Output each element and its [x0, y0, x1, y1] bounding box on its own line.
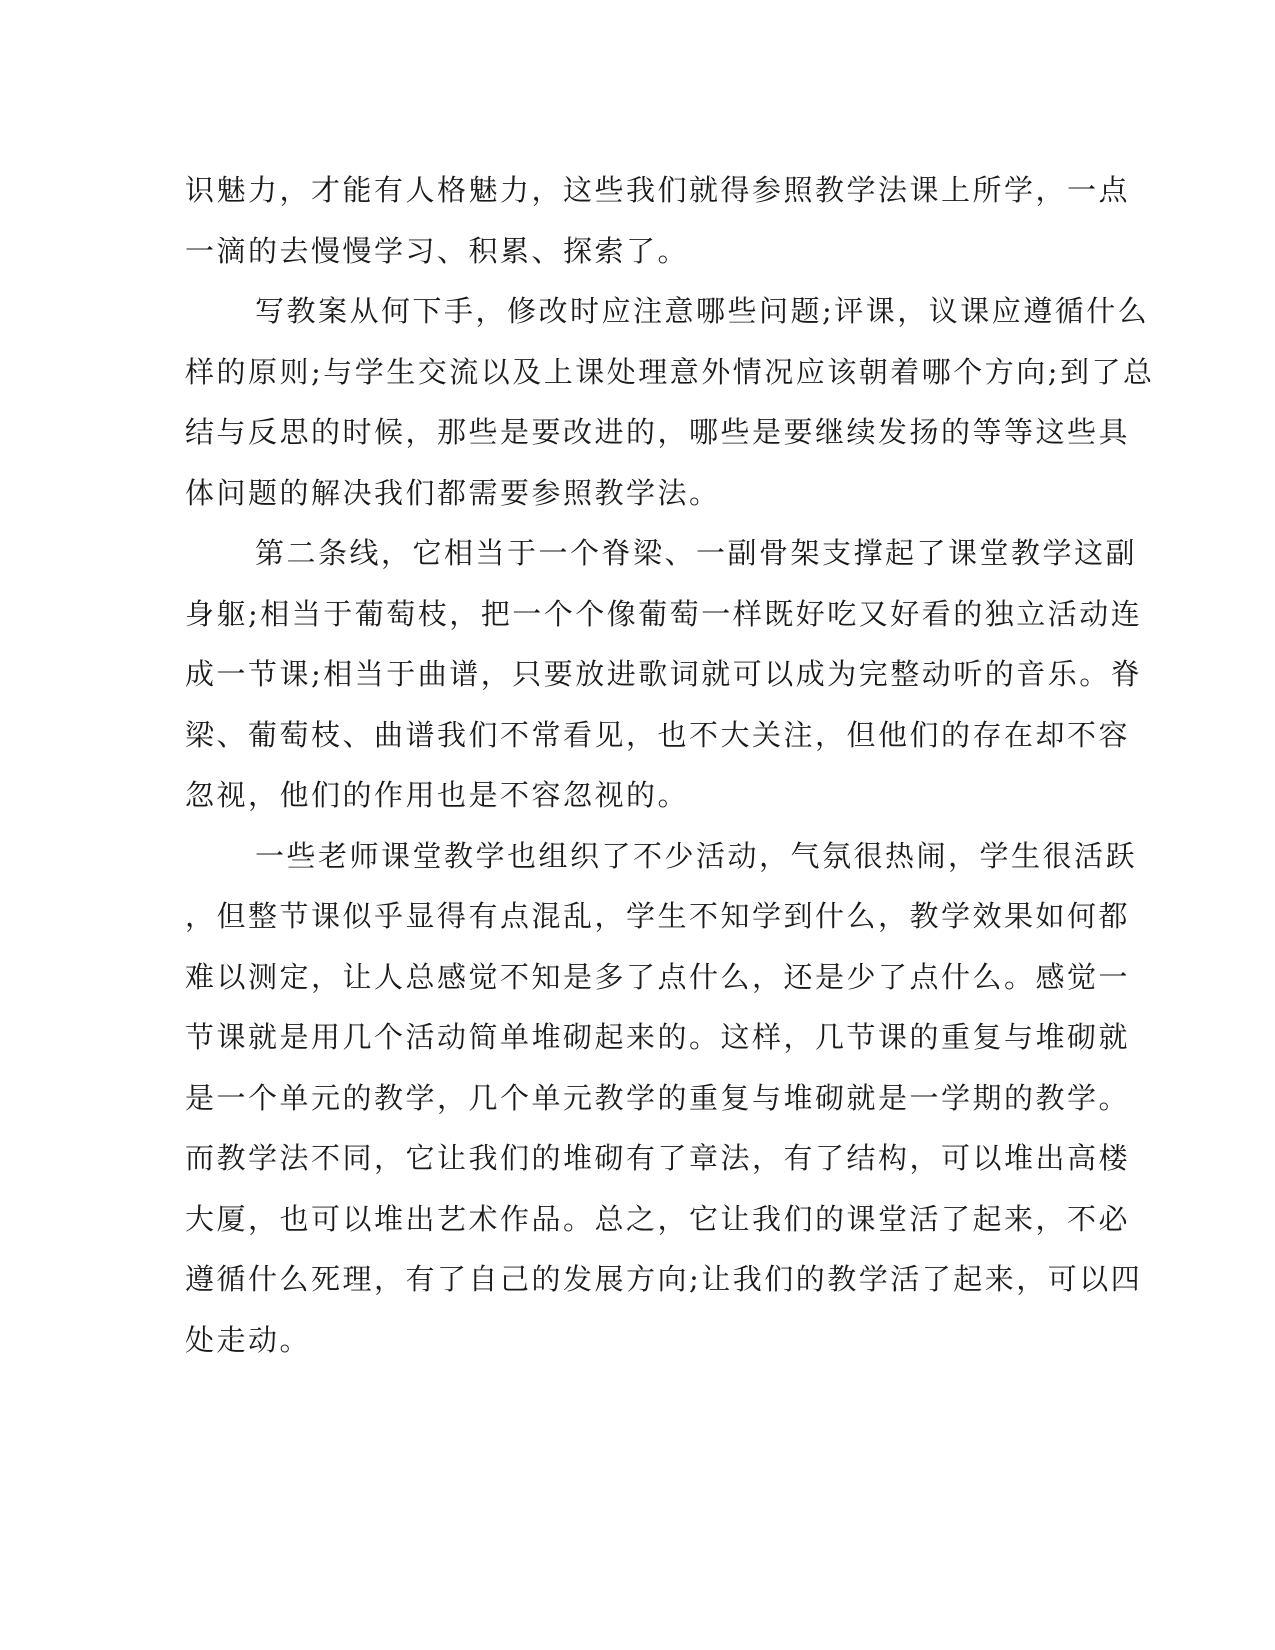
text-line: 身躯;相当于葡萄枝，把一个个像葡萄一样既好吃又好看的独立活动连: [185, 596, 1143, 631]
paragraph-lesson-planning: [185, 281, 1155, 523]
text-line: 体问题的解决我们都需要参照教学法。: [185, 475, 721, 510]
text-line: 写教案从何下手，修改时应注意哪些问题;评课，议课应遵循什么: [255, 294, 1150, 328]
body-text: [185, 160, 1155, 1370]
text-line: 梁、葡萄枝、曲谱我们不常看见，也不大关注，但他们的存在却不容: [185, 717, 1131, 752]
text-line: 一些老师课堂教学也组织了不少活动，气氛很热闹，学生很活跃: [255, 838, 1138, 873]
paragraph-second-line: [185, 523, 1143, 826]
text-line: 结与反思的时候，那些是要改进的，哪些是要继续发扬的等等这些具: [185, 415, 1131, 449]
paragraph-continuation: [185, 160, 1131, 281]
text-line: 遵循什么死理，有了自己的发展方向;让我们的教学活了起来，可以四: [185, 1262, 1143, 1296]
text-line: ，但整节课似乎显得有点混乱，学生不知学到什么，教学效果如何都: [185, 899, 1131, 933]
paragraph-classroom-activities: [185, 826, 1143, 1371]
text-line: 样的原则;与学生交流以及上课处理意外情况应该朝着哪个方向;到了总: [185, 354, 1155, 389]
text-line: 一滴的去慢慢学习、积累、探索了。: [185, 233, 690, 268]
text-line: 难以测定，让人总感觉不知是多了点什么，还是少了点什么。感觉一: [185, 959, 1131, 994]
text-line: 第二条线，它相当于一个脊梁、一副骨架支撑起了课堂教学这副: [255, 536, 1138, 570]
text-line: 节课就是用几个活动简单堆砌起来的。这样，几节课的重复与堆砌就: [185, 1020, 1131, 1054]
text-line: 识魅力，才能有人格魅力，这些我们就得参照教学法课上所学，一点: [185, 173, 1131, 207]
text-line: 大厦，也可以堆出艺术作品。总之，它让我们的课堂活了起来，不必: [185, 1201, 1131, 1236]
text-line: 处走动。: [185, 1322, 312, 1357]
text-line: 成一节课;相当于曲谱，只要放进歌词就可以成为完整动听的音乐。脊: [185, 657, 1143, 691]
text-line: 忽视，他们的作用也是不容忽视的。: [185, 778, 690, 812]
text-line: 是一个单元的教学，几个单元教学的重复与堆砌就是一学期的教学。: [185, 1080, 1131, 1115]
text-line: 而教学法不同，它让我们的堆砌有了章法，有了结构，可以堆出高楼: [185, 1141, 1131, 1175]
